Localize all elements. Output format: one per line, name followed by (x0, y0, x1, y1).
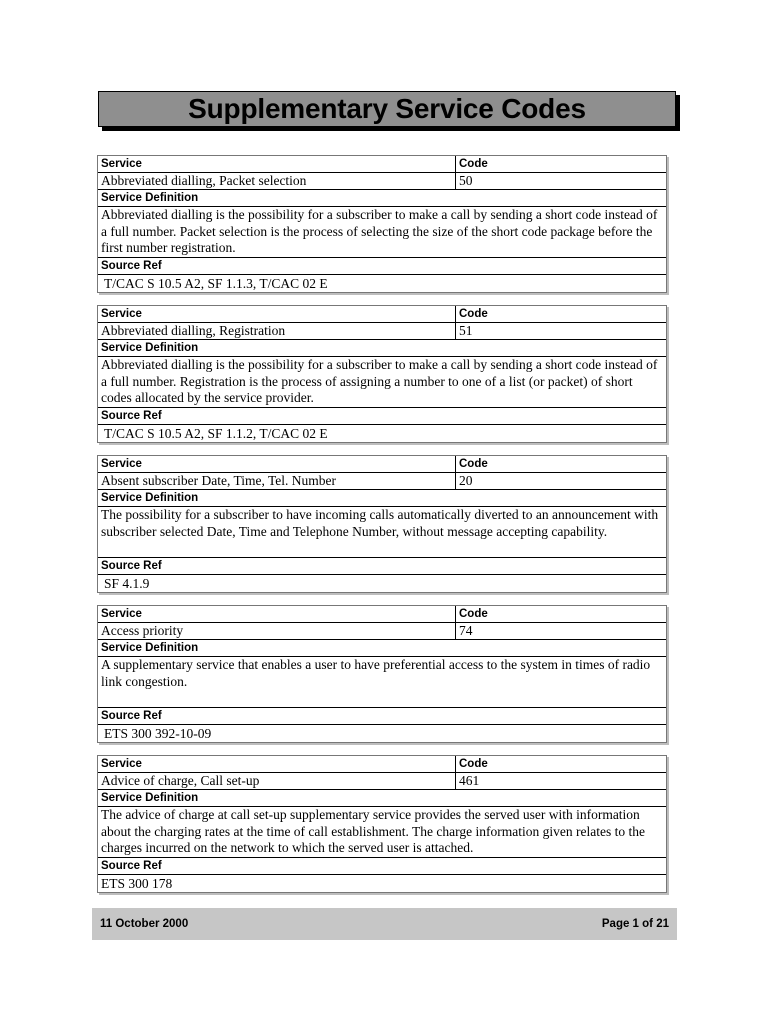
definition-row (98, 807, 666, 858)
definition-label-row (98, 790, 666, 807)
service-name: Abbreviated dialling, Packet selection (98, 173, 456, 189)
source-row (98, 275, 666, 292)
service-name: Absent subscriber Date, Time, Tel. Number (98, 473, 456, 489)
service-code: 50 (459, 173, 473, 188)
service-code: 74 (459, 623, 473, 638)
source-ref: T/CAC S 10.5 A2, SF 1.1.2, T/CAC 02 E (104, 426, 328, 441)
source-row (98, 725, 666, 742)
definition-label: Service Definition (101, 492, 199, 504)
header-row (98, 606, 666, 623)
service-code: 20 (459, 473, 473, 488)
service-entry (97, 155, 667, 293)
definition-label: Service Definition (101, 342, 199, 354)
service-definition: Abbreviated dialling is the possibility for a subscriber to make a call by sending a short code instead of a full number. Registration is the process of assigning a number to one of a list (or packet) of short codes allocated by the service provider. (101, 357, 658, 405)
page-title: Supplementary Service Codes (188, 93, 586, 124)
service-entry (97, 455, 667, 593)
source-row (98, 875, 666, 892)
definition-row (98, 507, 666, 558)
definition-label: Service Definition (101, 192, 199, 204)
source-label-row (98, 858, 666, 875)
code-label: Code (459, 308, 488, 320)
definition-label: Service Definition (101, 642, 199, 654)
value-row (98, 473, 666, 490)
definition-row (98, 207, 666, 258)
header-row (98, 306, 666, 323)
service-label: Service (98, 756, 456, 772)
source-label-row (98, 708, 666, 725)
service-definition: Abbreviated dialling is the possibility for a subscriber to make a call by sending a short code instead of a full number. Packet selection is the process of selecting the size of the short code package before the first number registration. (101, 207, 658, 255)
footer-date: 11 October 2000 (100, 918, 189, 930)
source-row (98, 425, 666, 442)
title-banner (98, 91, 676, 127)
service-entry (97, 605, 667, 743)
service-entry (97, 755, 667, 893)
header-row (98, 756, 666, 773)
source-label-row (98, 558, 666, 575)
source-label: Source Ref (101, 860, 162, 872)
definition-row (98, 657, 666, 708)
service-label: Service (98, 456, 456, 472)
service-label: Service (98, 156, 456, 172)
source-row (98, 575, 666, 592)
service-label: Service (98, 306, 456, 322)
definition-row (98, 357, 666, 408)
footer-page-number: Page 1 of 21 (601, 918, 669, 930)
definition-label-row (98, 340, 666, 357)
source-label-row (98, 258, 666, 275)
source-label-row (98, 408, 666, 425)
definition-label: Service Definition (101, 792, 199, 804)
source-ref: ETS 300 178 (101, 876, 173, 891)
service-name: Abbreviated dialling, Registration (98, 323, 456, 339)
service-definition: The advice of charge at call set-up supplementary service provides the served user with information about the charging rates at the time of call establishment. The charge information given relates to the charges incurred on the network to which the served user is attached. (101, 807, 645, 855)
page-footer (92, 908, 677, 940)
service-label: Service (98, 606, 456, 622)
source-label: Source Ref (101, 410, 162, 422)
value-row (98, 173, 666, 190)
value-row (98, 773, 666, 790)
source-ref: SF 4.1.9 (104, 576, 150, 591)
code-label: Code (459, 608, 488, 620)
definition-label-row (98, 490, 666, 507)
definition-label-row (98, 640, 666, 657)
header-row (98, 156, 666, 173)
value-row (98, 323, 666, 340)
service-code: 461 (459, 773, 480, 788)
definition-label-row (98, 190, 666, 207)
service-entry (97, 305, 667, 443)
service-definition: The possibility for a subscriber to have incoming calls automatically diverted to an announcement with subscriber selected Date, Time and Telephone Number, without message accepting capability. (101, 507, 659, 539)
source-label: Source Ref (101, 560, 162, 572)
source-ref: T/CAC S 10.5 A2, SF 1.1.3, T/CAC 02 E (104, 276, 328, 291)
service-name: Advice of charge, Call set-up (98, 773, 456, 789)
code-label: Code (459, 758, 488, 770)
service-name: Access priority (98, 623, 456, 639)
code-label: Code (459, 458, 488, 470)
source-ref: ETS 300 392-10-09 (104, 726, 212, 741)
value-row (98, 623, 666, 640)
code-label: Code (459, 158, 488, 170)
service-definition: A supplementary service that enables a user to have preferential access to the system in times of radio link congestion. (101, 657, 651, 689)
source-label: Source Ref (101, 710, 162, 722)
source-label: Source Ref (101, 260, 162, 272)
service-code: 51 (459, 323, 473, 338)
header-row (98, 456, 666, 473)
